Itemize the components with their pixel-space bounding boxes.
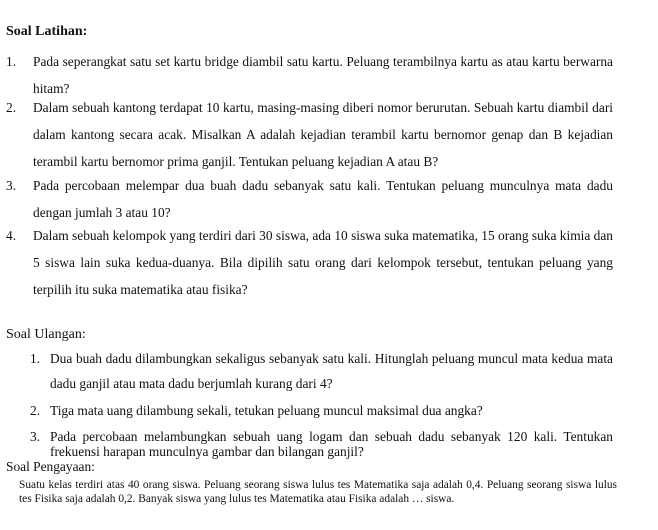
ulangan-item-text: Dua buah dadu dilambungkan sekaligus sebanyak satu kali. Hitunglah peluang muncul mata kedua mata dadu ganjil atau mata dadu berjumlah kurang dari 4? [50,351,613,391]
ulangan-item-number: 1. [30,351,41,366]
latihan-item-text: Pada seperangkat satu set kartu bridge diambil satu kartu. Peluang terambilnya kartu as atau kartu berwarna hitam? [33,54,613,96]
latihan-item-3 [6,172,613,226]
ulangan-item-number: 3. [30,429,41,444]
ulangan-item-text: Pada percobaan melambungkan sebuah uang logam dan sebuah dadu sebanyak 120 kali. Tentukan frekuensi harapan munculnya gambar dan bilangan ganjil? [50,429,613,459]
pengayaan-text: Suatu kelas terdiri atas 40 orang siswa. Peluang seorang siswa lulus tes Matematika saja adalah 0,4. Peluang seorang siswa lulus tes Fisika saja adalah 0,2. Banyak siswa yang lulus tes Matematika atau Fisika adalah … siswa. [19,479,617,505]
latihan-item-text: Pada percobaan melempar dua buah dadu sebanyak satu kali. Tentukan peluang munculnya mata dadu dengan jumlah 3 atau 10? [33,178,613,220]
latihan-title: Soal Latihan: [6,24,88,39]
pengayaan-title: Soal Pengayaan: [6,459,95,474]
latihan-item-number: 1. [6,54,17,69]
latihan-item-number: 4. [6,228,17,243]
ulangan-title: Soal Ulangan: [6,327,86,342]
latihan-item-number: 2. [6,100,17,115]
ulangan-item-number: 2. [30,403,41,418]
latihan-item-text: Dalam sebuah kantong terdapat 10 kartu, masing-masing diberi nomor berurutan. Sebuah kartu diambil dari dalam kantong secara acak. Misalkan A adalah kejadian terambil kartu bernomor genap dan B kejadian terambil kartu bernomor prima ganjil. Tentukan peluang kejadian A atau B? [33,100,613,169]
latihan-item-text: Dalam sebuah kelompok yang terdiri dari 30 siswa, ada 10 siswa suka matematika, 15 orang suka kimia dan 5 siswa lain suka kedua-duanya. Bila dipilih satu orang dari kelompok tersebut, tentukan peluang yang terpilih itu suka matematika atau fisika? [33,228,613,297]
ulangan-item-text: Tiga mata uang dilambung sekali, tetukan peluang muncul maksimal dua angka? [50,403,483,418]
ulangan-item-3 [30,429,613,459]
ulangan-item-1 [30,346,613,396]
latihan-item-4 [6,222,613,303]
latihan-item-number: 3. [6,178,17,193]
ulangan-item-2 [30,398,613,423]
latihan-item-2 [6,94,613,175]
